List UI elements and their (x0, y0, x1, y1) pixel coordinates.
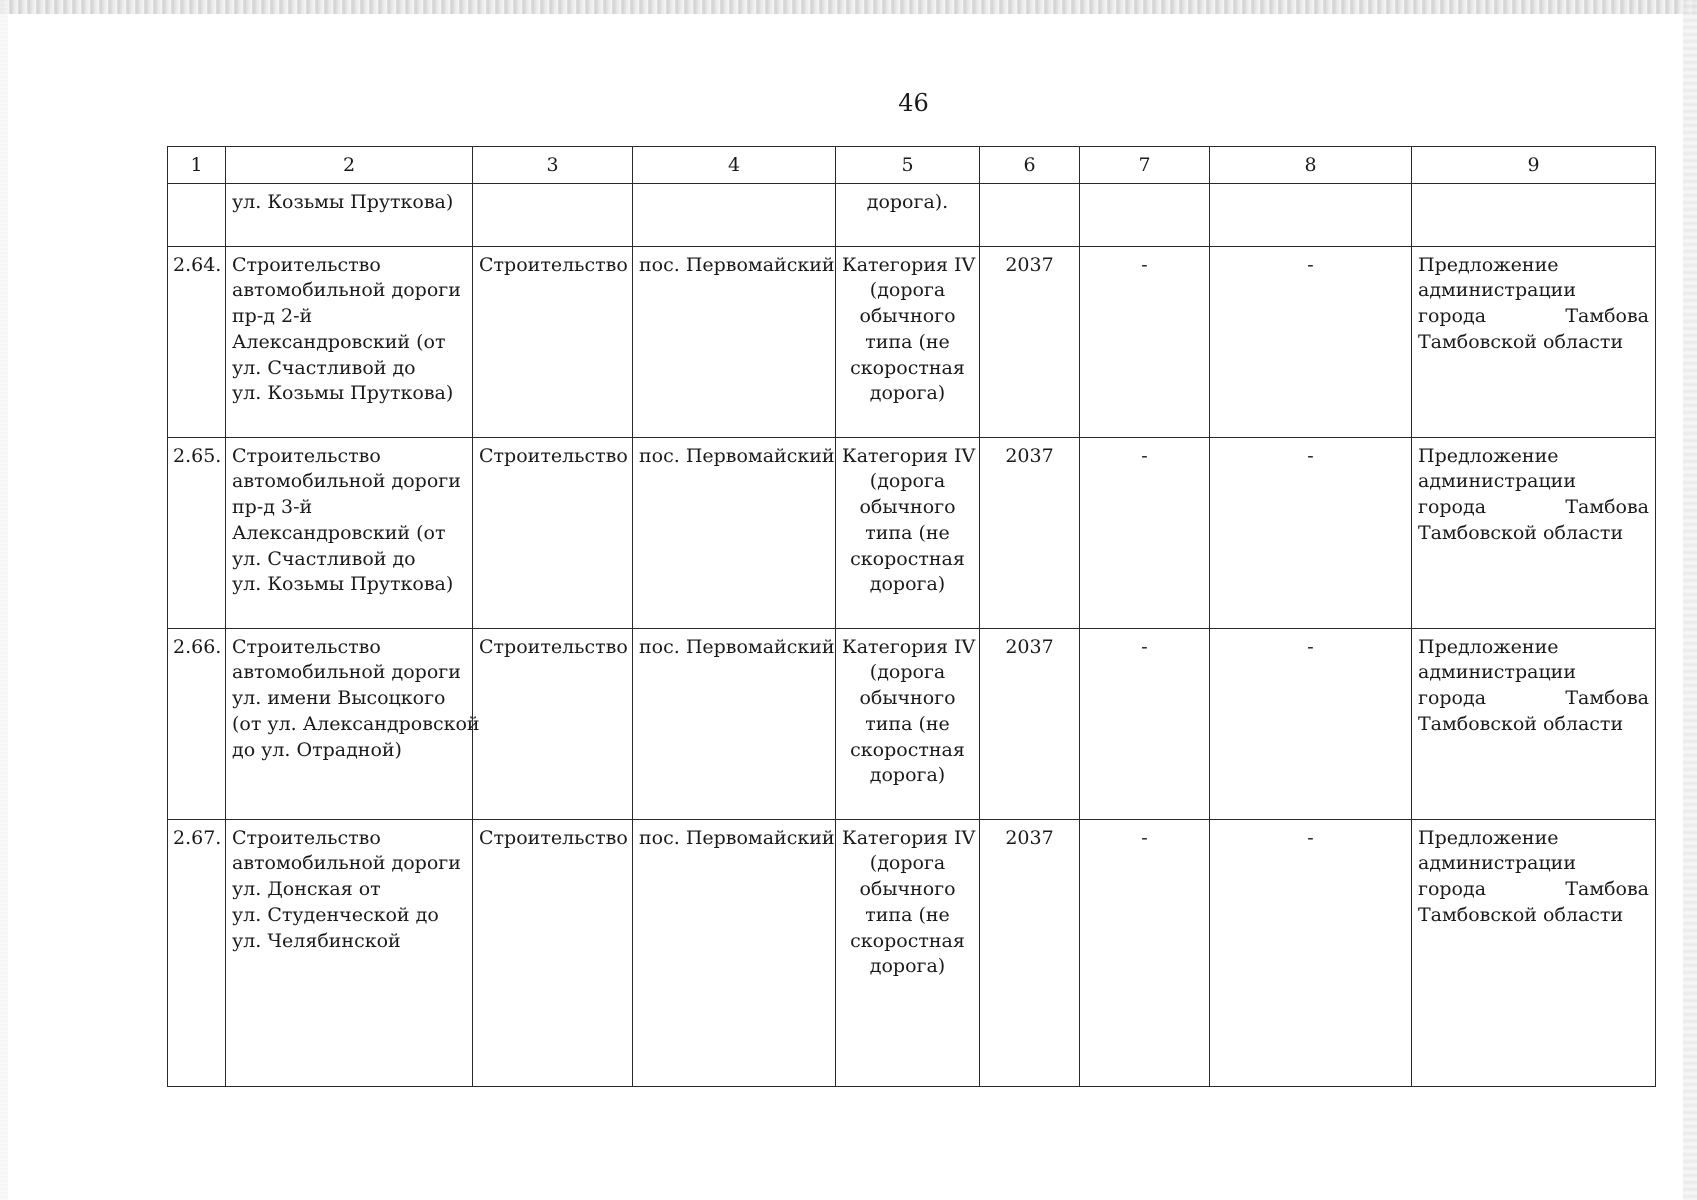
table-body (168, 183, 1656, 1086)
source-justified-line (1418, 304, 1649, 330)
source-line: Предложение (1418, 826, 1559, 849)
scan-edge-top (0, 0, 1697, 14)
description-line: ул. Козьмы Пруткова) (232, 190, 454, 213)
category-line: (дорога (869, 661, 946, 684)
cell-description (226, 246, 473, 437)
category-line: скоростная (850, 929, 965, 952)
category-line: (дорога (869, 470, 946, 493)
cell-category (836, 183, 980, 246)
category-line: типа (не (865, 521, 950, 544)
category-line: Категория IV (842, 444, 976, 467)
description-line: ул. Счастливой до (232, 547, 416, 570)
cell-location: пос. Первомайский (633, 246, 836, 437)
cell-type (473, 183, 633, 246)
category-line: Категория IV (842, 253, 976, 276)
scan-edge-right (1683, 0, 1697, 1200)
cell-number: 2.64. (168, 246, 226, 437)
cell-description (226, 437, 473, 628)
column-header: 6 (980, 147, 1080, 184)
source-line: администрации (1418, 661, 1576, 684)
column-header: 2 (226, 147, 473, 184)
source-justified-line (1418, 877, 1649, 903)
source-line: Тамбовской области (1418, 903, 1624, 926)
cell-location (633, 183, 836, 246)
category-line: Категория IV (842, 635, 976, 658)
description-line: Строительство (232, 444, 381, 467)
category-line: (дорога (869, 852, 946, 875)
page-number: 46 (898, 89, 929, 117)
cell-col7: - (1080, 246, 1210, 437)
description-line: Строительство (232, 635, 381, 658)
cell-col8 (1210, 183, 1412, 246)
table-row (168, 628, 1656, 819)
source-word: города (1418, 687, 1487, 710)
category-line: обычного (859, 305, 956, 328)
category-line: дорога) (869, 573, 946, 596)
cell-number: 2.65. (168, 437, 226, 628)
table-row-continuation (168, 183, 1656, 246)
cell-number (168, 183, 226, 246)
cell-col7 (1080, 183, 1210, 246)
category-line: типа (не (865, 903, 950, 926)
cell-type: Строительство (473, 628, 633, 819)
description-line: ул. Козьмы Пруткова) (232, 382, 454, 405)
data-table (167, 146, 1656, 1087)
description-line: ул. Донская от (232, 878, 381, 901)
header-row (168, 147, 1656, 184)
description-line: Строительство (232, 826, 381, 849)
source-line: Предложение (1418, 444, 1559, 467)
table-row (168, 246, 1656, 437)
cell-col8: - (1210, 819, 1412, 1086)
category-line: обычного (859, 496, 956, 519)
category-line: скоростная (850, 356, 965, 379)
cell-col7: - (1080, 437, 1210, 628)
cell-source (1412, 628, 1656, 819)
category-line: типа (не (865, 712, 950, 735)
category-line: Категория IV (842, 826, 976, 849)
cell-col8: - (1210, 628, 1412, 819)
cell-type: Строительство (473, 437, 633, 628)
column-header: 9 (1412, 147, 1656, 184)
cell-source (1412, 819, 1656, 1086)
description-line: ул. Студенческой до (232, 903, 439, 926)
table-row (168, 819, 1656, 1086)
category-line: дорога) (869, 955, 946, 978)
cell-col7: - (1080, 819, 1210, 1086)
source-line: Предложение (1418, 635, 1559, 658)
category-line: дорога). (866, 190, 949, 213)
description-line: ул. Козьмы Пруткова) (232, 573, 454, 596)
cell-description (226, 183, 473, 246)
cell-type: Строительство (473, 819, 633, 1086)
cell-col8: - (1210, 246, 1412, 437)
cell-col7: - (1080, 628, 1210, 819)
category-line: дорога) (869, 382, 946, 405)
cell-number: 2.66. (168, 628, 226, 819)
cell-year: 2037 (980, 628, 1080, 819)
column-header: 7 (1080, 147, 1210, 184)
description-line: (от ул. Александровской (232, 712, 480, 735)
category-line: обычного (859, 878, 956, 901)
description-line: Александровский (от (232, 521, 446, 544)
source-word: Тамбова (1565, 305, 1649, 328)
category-line: скоростная (850, 738, 965, 761)
cell-category (836, 437, 980, 628)
source-justified-line (1418, 495, 1649, 521)
category-line: типа (не (865, 330, 950, 353)
column-header: 8 (1210, 147, 1412, 184)
description-line: ул. имени Высоцкого (232, 687, 446, 710)
cell-location: пос. Первомайский (633, 628, 836, 819)
cell-description (226, 819, 473, 1086)
description-line: автомобильной дороги (232, 661, 461, 684)
cell-source (1412, 183, 1656, 246)
source-line: Предложение (1418, 253, 1559, 276)
source-word: Тамбова (1565, 687, 1649, 710)
category-line: обычного (859, 687, 956, 710)
source-word: города (1418, 496, 1487, 519)
source-word: Тамбова (1565, 878, 1649, 901)
scan-edge-left (0, 0, 8, 1200)
description-line: Строительство (232, 253, 381, 276)
cell-year: 2037 (980, 437, 1080, 628)
source-word: города (1418, 878, 1487, 901)
cell-description (226, 628, 480, 819)
column-header: 5 (836, 147, 980, 184)
source-line: администрации (1418, 470, 1576, 493)
column-header: 4 (633, 147, 836, 184)
description-line: автомобильной дороги (232, 279, 461, 302)
category-line: дорога) (869, 764, 946, 787)
description-line: автомобильной дороги (232, 852, 461, 875)
description-line: пр-д 3-й (232, 496, 313, 519)
description-line: автомобильной дороги (232, 470, 461, 493)
source-word: Тамбова (1565, 496, 1649, 519)
description-line: до ул. Отрадной) (232, 738, 402, 761)
description-line: ул. Челябинской (232, 929, 401, 952)
column-header: 3 (473, 147, 633, 184)
cell-location: пос. Первомайский (633, 819, 836, 1086)
category-line: (дорога (869, 279, 946, 302)
cell-year: 2037 (980, 819, 1080, 1086)
description-line: пр-д 2-й (232, 305, 313, 328)
source-justified-line (1418, 686, 1649, 712)
source-line: Тамбовской области (1418, 712, 1624, 735)
source-word: города (1418, 305, 1487, 328)
source-line: администрации (1418, 852, 1576, 875)
cell-year: 2037 (980, 246, 1080, 437)
source-line: Тамбовской области (1418, 330, 1624, 353)
cell-location: пос. Первомайский (633, 437, 836, 628)
cell-category (836, 628, 980, 819)
cell-col8: - (1210, 437, 1412, 628)
cell-number: 2.67. (168, 819, 226, 1086)
source-line: администрации (1418, 279, 1576, 302)
cell-category (836, 819, 980, 1086)
source-line: Тамбовской области (1418, 521, 1624, 544)
cell-year (980, 183, 1080, 246)
category-line: скоростная (850, 547, 965, 570)
description-line: ул. Счастливой до (232, 356, 416, 379)
cell-source (1412, 437, 1656, 628)
table-row (168, 437, 1656, 628)
cell-source (1412, 246, 1656, 437)
cell-category (836, 246, 980, 437)
cell-type: Строительство (473, 246, 633, 437)
description-line: Александровский (от (232, 330, 446, 353)
column-header: 1 (168, 147, 226, 184)
